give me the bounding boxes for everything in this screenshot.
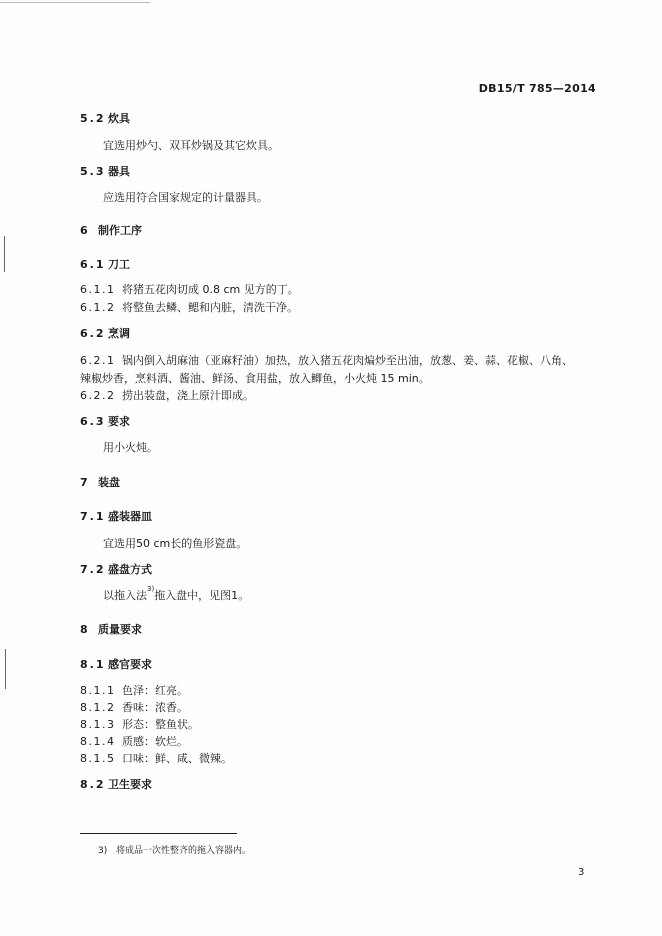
- clause-8-1-5: 8.1.5 口味：鲜、咸、微辣。: [80, 752, 232, 765]
- binding-mark: [4, 236, 9, 272]
- section-heading-8-1: 8.1 感官要求: [80, 658, 152, 671]
- scan-edge-line: [0, 2, 150, 3]
- section-body-6-3: 用小火炖。: [103, 441, 158, 454]
- footnote-separator: [80, 833, 237, 834]
- section-heading-7-2: 7.2 盛盘方式: [80, 563, 152, 576]
- section-heading-6-3: 6.3 要求: [80, 415, 130, 428]
- clause-6-2-1-line2: 辣椒炒香，烹料酒、酱油、鲜汤、食用盐，放入鲫鱼，小火炖 15 min。: [80, 372, 430, 385]
- footnote-reference[interactable]: 3): [147, 585, 155, 593]
- section-heading-5-2: 5.2 炊具: [80, 112, 130, 125]
- clause-8-1-1: 8.1.1 色泽：红亮。: [80, 684, 188, 697]
- footnote: [98, 843, 251, 856]
- section-heading-7-1: 7.1 盛装器皿: [80, 510, 152, 523]
- chapter-heading-6: 6 制作工序: [80, 224, 142, 237]
- clause-6-1-2: 6.1.2 将整鱼去鳞、鳃和内脏，清洗干净。: [80, 301, 298, 314]
- section-body-7-1: 宜选用50 cm长的鱼形瓷盘。: [103, 537, 248, 550]
- document-code: DB15/T 785—2014: [478, 82, 596, 95]
- chapter-heading-7: 7 装盘: [80, 476, 120, 489]
- section-heading-6-2: 6.2 烹调: [80, 327, 130, 340]
- section-heading-8-2: 8.2 卫生要求: [80, 778, 152, 791]
- chapter-heading-8: 8 质量要求: [80, 623, 142, 636]
- footnote-mark: 3): [98, 846, 108, 856]
- page-number: 3: [578, 867, 585, 878]
- clause-6-2-1-line1: 6.2.1 锅内倒入胡麻油（亚麻籽油）加热，放入猪五花肉煸炒至出油，放葱、姜、蒜、花椒、八角、: [80, 354, 573, 367]
- footnote-text: 将成品一次性整齐的拖入容器内。: [116, 846, 252, 856]
- section-body-5-2: 宜选用炒勺、双耳炒锅及其它炊具。: [103, 139, 279, 152]
- section-heading-6-1: 6.1 刀工: [80, 258, 130, 271]
- clause-8-1-2: 8.1.2 香味：浓香。: [80, 701, 188, 714]
- section-body-5-3: 应选用符合国家规定的计量器具。: [103, 191, 268, 204]
- binding-mark: [5, 649, 10, 689]
- clause-6-1-1: 6.1.1 将猪五花肉切成 0.8 cm 见方的丁。: [80, 283, 299, 296]
- clause-8-1-3: 8.1.3 形态：整鱼状。: [80, 718, 199, 731]
- section-body-7-2: 以拖入法$^{3)}$拖入盘中，见图1。: [103, 585, 250, 602]
- clause-8-1-4: 8.1.4 质感：软烂。: [80, 735, 188, 748]
- clause-6-2-2: 6.2.2 捞出装盘，浇上原汁即成。: [80, 389, 254, 402]
- section-heading-5-3: 5.3 器具: [80, 165, 130, 178]
